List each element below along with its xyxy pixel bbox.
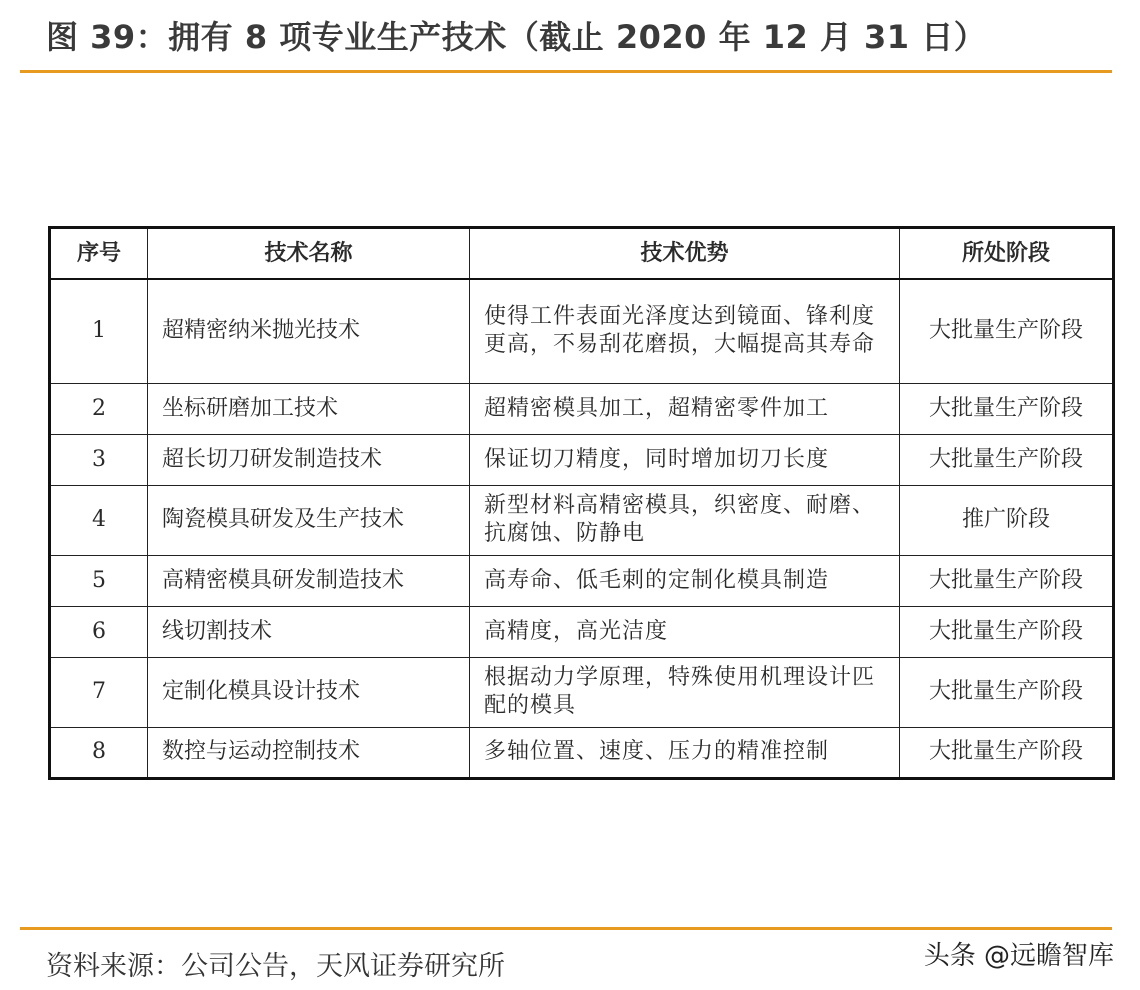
row-advantage: 高寿命、低毛刺的定制化模具制造 [470, 555, 900, 606]
top-divider [20, 70, 1112, 73]
row-index: 2 [50, 383, 148, 434]
table-row [50, 606, 1114, 657]
watermark-text: 头条 @远瞻智库 [923, 941, 1114, 971]
row-tech-name: 超长切刀研发制造技术 [148, 434, 470, 485]
row-index: 4 [50, 485, 148, 555]
row-advantage: 根据动力学原理，特殊使用机理设计匹配的模具 [470, 657, 900, 727]
table-row [50, 279, 1114, 383]
row-index: 8 [50, 727, 148, 778]
row-advantage: 新型材料高精密模具，织密度、耐磨、抗腐蚀、防静电 [470, 485, 900, 555]
row-index: 1 [50, 279, 148, 383]
table-row [50, 727, 1114, 778]
row-index: 6 [50, 606, 148, 657]
row-stage: 大批量生产阶段 [900, 555, 1114, 606]
header-advantage: 技术优势 [470, 228, 900, 280]
row-advantage: 多轴位置、速度、压力的精准控制 [470, 727, 900, 778]
row-tech-name: 坐标研磨加工技术 [148, 383, 470, 434]
row-tech-name: 超精密纳米抛光技术 [148, 279, 470, 383]
row-tech-name: 陶瓷模具研发及生产技术 [148, 485, 470, 555]
row-stage: 推广阶段 [900, 485, 1114, 555]
row-tech-name: 数控与运动控制技术 [148, 727, 470, 778]
row-index: 3 [50, 434, 148, 485]
row-tech-name: 高精密模具研发制造技术 [148, 555, 470, 606]
row-tech-name: 定制化模具设计技术 [148, 657, 470, 727]
row-advantage: 高精度，高光洁度 [470, 606, 900, 657]
table-row [50, 434, 1114, 485]
row-stage: 大批量生产阶段 [900, 606, 1114, 657]
figure-title: 图 39：拥有 8 项专业生产技术（截止 2020 年 12 月 31 日） [46, 18, 987, 56]
table-row [50, 383, 1114, 434]
table-row [50, 485, 1114, 555]
header-stage: 所处阶段 [900, 228, 1114, 280]
table-row [50, 555, 1114, 606]
row-stage: 大批量生产阶段 [900, 383, 1114, 434]
table-row [50, 657, 1114, 727]
bottom-divider [20, 927, 1112, 930]
row-stage: 大批量生产阶段 [900, 657, 1114, 727]
row-stage: 大批量生产阶段 [900, 279, 1114, 383]
header-tech-name: 技术名称 [148, 228, 470, 280]
source-note: 资料来源：公司公告，天风证券研究所 [46, 951, 505, 982]
row-advantage: 保证切刀精度，同时增加切刀长度 [470, 434, 900, 485]
row-tech-name: 线切割技术 [148, 606, 470, 657]
row-index: 5 [50, 555, 148, 606]
header-index: 序号 [50, 228, 148, 280]
row-stage: 大批量生产阶段 [900, 727, 1114, 778]
row-stage: 大批量生产阶段 [900, 434, 1114, 485]
row-advantage: 使得工件表面光泽度达到镜面、锋利度更高，不易刮花磨损，大幅提高其寿命 [470, 279, 900, 383]
technology-table [48, 226, 1115, 780]
row-index: 7 [50, 657, 148, 727]
row-advantage: 超精密模具加工，超精密零件加工 [470, 383, 900, 434]
table-header-row [50, 228, 1114, 280]
